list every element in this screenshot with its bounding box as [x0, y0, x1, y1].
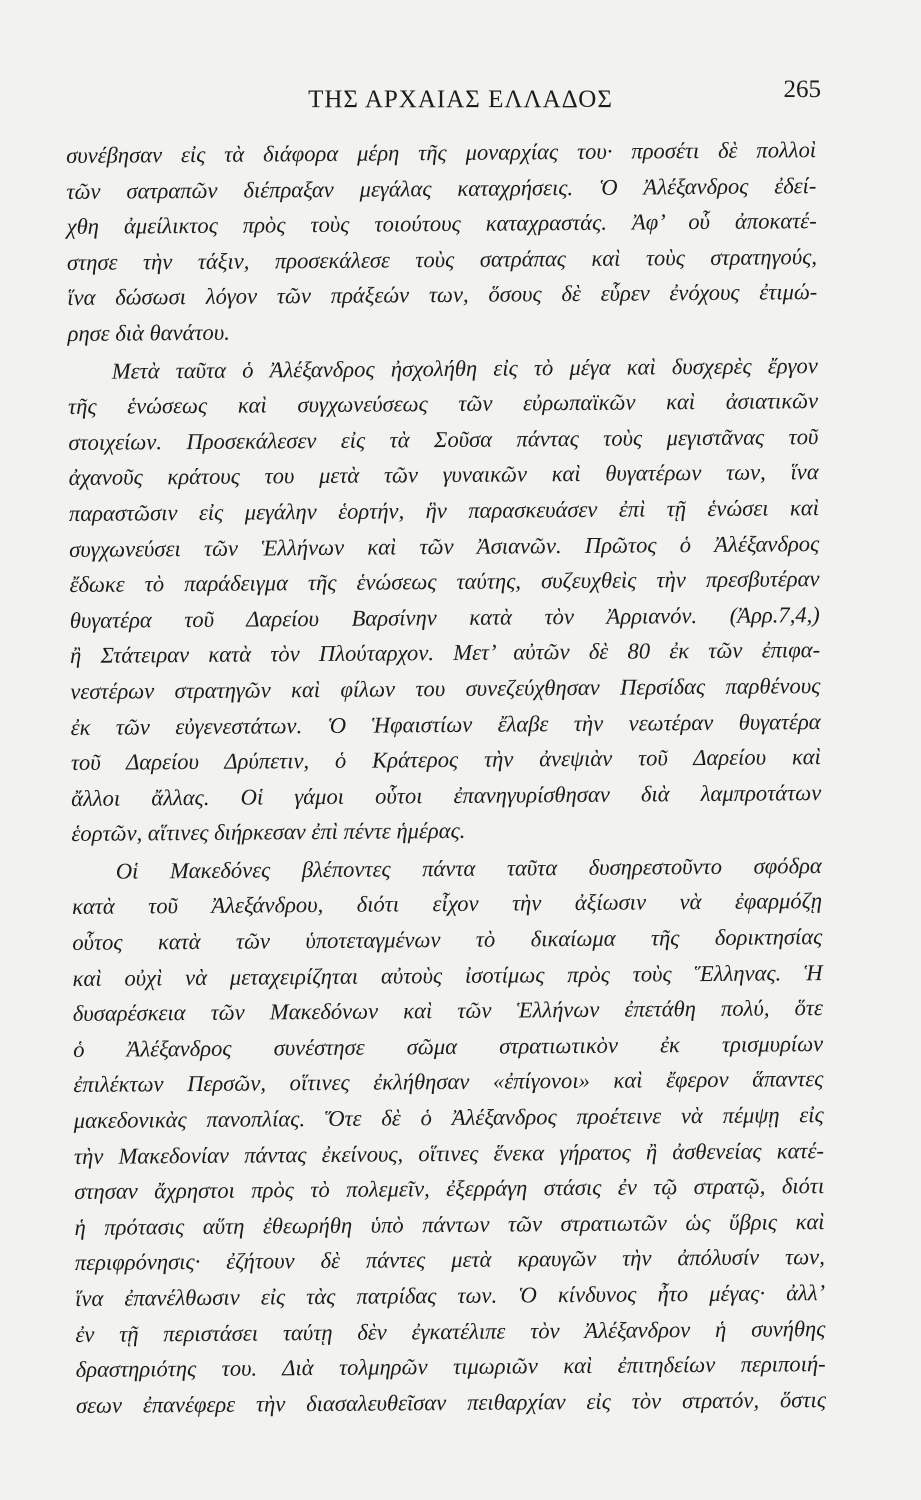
text-line: παραστῶσιν εἰς μεγάλην ἑορτήν, ἣν παρασκευάσεν ἐπὶ τῇ ἑνώσει καὶ	[68, 495, 820, 526]
text-line: τῶν σατραπῶν διέπραξαν μεγάλας καταχρήσεις. Ὁ Ἀλέξανδρος ἐδεί-	[66, 172, 817, 204]
text-line: ἐκ τῶν εὐγενεστάτων. Ὁ Ἡφαιστίων ἔλαβε τὴν νεωτέραν θυγατέρα	[70, 708, 821, 740]
text-line: ρησε διὰ θανάτου.	[67, 319, 230, 346]
text-line: ἵνα ἐπανέλθωσιν εἰς τὰς πατρίδας των. Ὁ κίνδυνος ἦτο μέγας· ἀλλ’	[75, 1280, 826, 1311]
text-line: Οἱ Μακεδόνες βλέποντες πάντα ταῦτα δυσηρεστοῦντο σφόδρα	[115, 852, 822, 884]
text-line: θυγατέρα τοῦ Δαρείου Βαρσίνην κατὰ τὸν Ἀρριανόν. (Ἀρρ.7,4,)	[69, 601, 820, 633]
text-line: ἑορτῶν, αἵτινες διήρκεσαν ἐπὶ πέντε ἡμέρας.	[71, 818, 466, 847]
running-title: ΤΗΣ ΑΡΧΑΙΑΣ ΕΛΛΑΔΟΣ	[308, 86, 613, 113]
text-line: στησε τὴν τάξιν, προσεκάλεσε τοὺς σατράπας καὶ τοὺς στρατηγούς,	[66, 243, 818, 275]
text-line: ἐν τῇ περιστάσει ταύτῃ δὲν ἐγκατέλιπε τὸν Ἀλέξανδρον ἡ συνήθης	[75, 1315, 826, 1347]
text-line: συνέβησαν εἰς τὰ διάφορα μέρη τῆς μοναρχίας του· προσέτι δὲ πολλοὶ	[66, 137, 817, 168]
text-line: τῆς ἑνώσεως καὶ συγχωνεύσεως τῶν εὐρωπαϊκῶν καὶ ἀσιατικῶν	[68, 388, 819, 420]
text-line: καὶ οὐχὶ νὰ μεταχειρίζηται αὐτοὺς ἰσοτίμως πρὸς τοὺς Ἕλληνας. Ἡ	[72, 959, 823, 991]
paragraph-3	[72, 848, 826, 1423]
paragraph-2	[68, 348, 822, 852]
text-line: ὁ Ἀλέξανδρος συνέστησε σῶμα στρατιωτικὸν ἐκ τρισμυρίων	[73, 1030, 824, 1062]
text-line: συγχωνεύσει τῶν Ἑλλήνων καὶ τῶν Ἀσιανῶν. Πρῶτος ὁ Ἀλέξανδρος	[69, 530, 820, 562]
text-line: ἔδωκε τὸ παράδειγμα τῆς ἑνώσεως ταύτης, συζευχθεὶς τὴν πρεσβυτέραν	[69, 566, 820, 598]
text-line: στοιχείων. Προσεκάλεσεν εἰς τὰ Σοῦσα πάντας τοὺς μεγιστᾶνας τοῦ	[68, 423, 819, 455]
text-line: ἐπιλέκτων Περσῶν, οἵτινες ἐκλήθησαν «ἐπίγονοι» καὶ ἔφερον ἅπαντες	[73, 1066, 824, 1098]
text-line: ἵνα δώσωσι λόγον τῶν πράξεών των, ὅσους δὲ εὗρεν ἐνόχους ἐτιμώ-	[67, 279, 818, 311]
text-line: τὴν Μακεδονίαν πάντας ἐκείνους, οἵτινες ἕνεκα γήρατος ἢ ἀσθενείας κατέ-	[73, 1137, 825, 1169]
text-line: δραστηριότης του. Διὰ τολμηρῶν τιμωριῶν καὶ ἐπιτηδείων περιποιή-	[75, 1351, 826, 1383]
text-line: δυσαρέσκεια τῶν Μακεδόνων καὶ τῶν Ἑλλήνων ἐπετάθη πολύ, ὅτε	[72, 995, 823, 1027]
text-line: σεων ἐπανέφερε τὴν διασαλευθεῖσαν πειθαρχίαν εἰς τὸν στρατόν, ὅστις	[75, 1386, 827, 1418]
text-line: κατὰ τοῦ Ἀλεξάνδρου, διότι εἶχον τὴν ἀξίωσιν νὰ ἐφαρμόζῃ	[71, 888, 823, 920]
text-line: ἀχανοῦς κράτους του μετὰ τῶν γυναικῶν καὶ θυγατέρων των, ἵνα	[68, 459, 819, 491]
body-text	[66, 132, 826, 1423]
text-line: τοῦ Δαρείου Δρύπετιν, ὁ Κράτερος τὴν ἀνεψιὰν τοῦ Δαρείου καὶ	[70, 744, 821, 776]
text-line: Μετὰ ταῦτα ὁ Ἀλέξανδρος ἠσχολήθη εἰς τὸ μέγα καὶ δυσχερὲς ἔργον	[111, 352, 818, 384]
paragraph-1	[66, 132, 818, 351]
text-line: περιφρόνησις· ἐζήτουν δὲ πάντες μετὰ κραυγῶν τὴν ἀπόλυσίν των,	[74, 1244, 825, 1276]
text-line: ἡ πρότασις αὕτη ἐθεωρήθη ὑπὸ πάντων τῶν στρατιωτῶν ὡς ὕβρις καὶ	[74, 1208, 825, 1240]
text-line: νεστέρων στρατηγῶν καὶ φίλων του συνεζεύχθησαν Περσίδας παρθένους	[70, 672, 821, 704]
text-line: χθη ἀμείλικτος πρὸς τοὺς τοιούτους καταχραστάς. Ἀφ’ οὗ ἀποκατέ-	[66, 208, 817, 240]
text-line: ἄλλοι ἄλλας. Οἱ γάμοι οὗτοι ἐπανηγυρίσθησαν διὰ λαμπροτάτων	[71, 779, 822, 811]
text-line: στησαν ἄχρηστοι πρὸς τὸ πολεμεῖν, ἐξερράγη στάσις ἐν τῷ στρατῷ, διότι	[74, 1173, 825, 1205]
text-line: μακεδονικὰς πανοπλίας. Ὅτε δὲ ὁ Ἀλέξανδρος προέτεινε νὰ πέμψῃ εἰς	[73, 1102, 824, 1134]
page-number: 265	[783, 76, 821, 103]
text-line: ἢ Στάτειραν κατὰ τὸν Πλούταρχον. Μετ’ αὐτῶν δὲ 80 ἐκ τῶν ἐπιφα-	[69, 637, 821, 669]
text-line: οὗτος κατὰ τῶν ὑποτεταγμένων τὸ δικαίωμα τῆς δορικτησίας	[72, 924, 823, 956]
